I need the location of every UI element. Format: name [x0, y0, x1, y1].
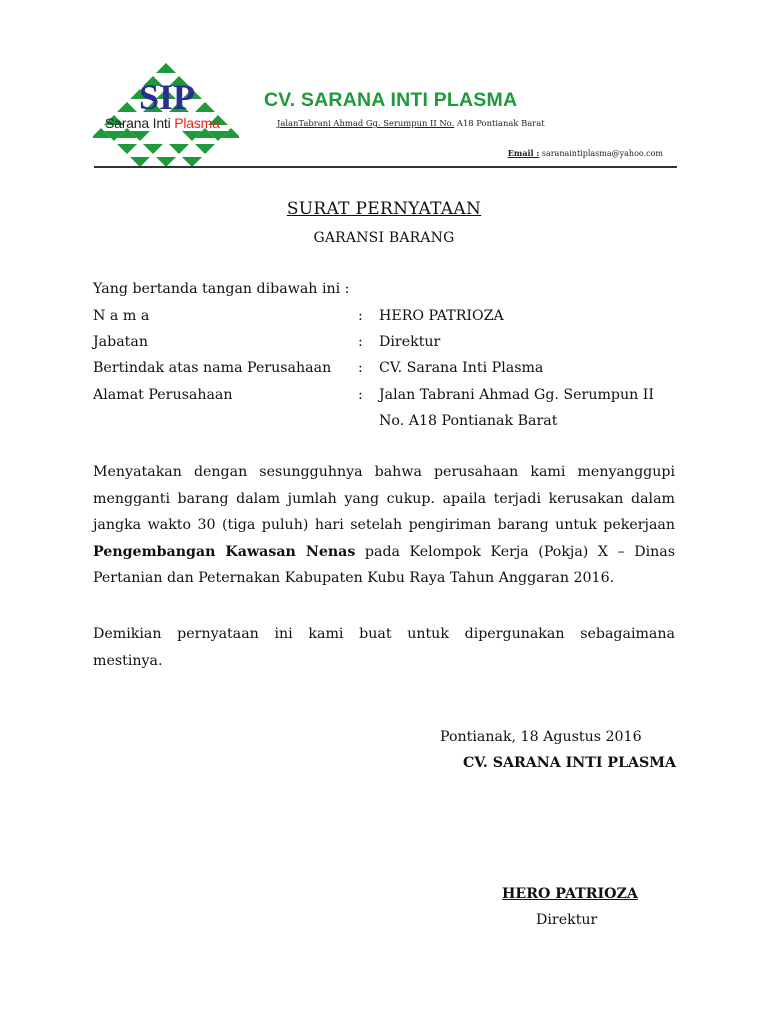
company-address-city: A18 Pontianak Barat	[454, 118, 545, 128]
field-colon: :	[358, 387, 363, 403]
logo-caption-main: Sarana Inti	[105, 115, 175, 131]
field-label-nama: N a m a	[93, 308, 150, 324]
project-context: pada Kelompok Kerja (Pokja) X – Dinas	[355, 543, 675, 560]
company-email	[508, 148, 663, 158]
signer-name: HERO PATRIOZA	[502, 886, 638, 902]
statement-line: jangka wakto 30 (tiga puluh) hari setelah pengiriman barang untuk pekerjaan	[93, 517, 675, 533]
signer-title: Direktur	[536, 912, 598, 928]
statement-paragraph	[93, 459, 675, 592]
signature-company: CV. SARANA INTI PLASMA	[463, 755, 677, 771]
logo-mark: SIP	[138, 77, 196, 117]
closing-line: mestinya.	[93, 652, 163, 669]
document-subtitle: GARANSI BARANG	[313, 230, 455, 246]
field-colon: :	[358, 334, 363, 350]
document-title: SURAT PERNYATAAN	[286, 199, 482, 219]
company-address	[277, 118, 545, 128]
company-address-street: JalanTabrani Ahmad Gg. Serumpun II No.	[277, 118, 455, 128]
company-name: CV. SARANA INTI PLASMA	[264, 89, 518, 111]
field-value-alamat: Jalan Tabrani Ahmad Gg. Serumpun II	[379, 387, 654, 403]
field-colon: :	[358, 308, 363, 324]
statement-line: Menyatakan dengan sesungguhnya bahwa perusahaan kami menyanggupi	[93, 464, 675, 480]
statement-line: Pertanian dan Peternakan Kabupaten Kubu Raya Tahun Anggaran 2016.	[93, 570, 615, 586]
closing-line: Demikian pernyataan ini kami buat untuk dipergunakan sebagaimana	[93, 626, 675, 642]
email-label: Email :	[507, 148, 540, 158]
field-label-perusahaan: Bertindak atas nama Perusahaan	[93, 360, 332, 376]
logo-caption	[105, 115, 220, 131]
logo-caption-accent: Plasma	[174, 115, 220, 131]
field-label-jabatan: Jabatan	[93, 334, 148, 350]
field-value-nama: HERO PATRIOZA	[379, 308, 504, 324]
statement-line: mengganti barang dalam jumlah yang cukup. apaila terjadi kerusakan dalam	[93, 490, 675, 507]
project-name: Pengembangan Kawasan Nenas	[93, 543, 356, 560]
field-value-jabatan: Direktur	[379, 334, 441, 350]
place-date: Pontianak, 18 Agustus 2016	[440, 729, 642, 745]
field-colon: :	[358, 360, 363, 376]
letterhead	[93, 45, 677, 167]
letterhead-divider	[94, 166, 677, 168]
statement-line-project	[93, 539, 675, 566]
closing-paragraph	[93, 621, 675, 674]
field-label-alamat: Alamat Perusahaan	[93, 387, 233, 403]
field-value-perusahaan: CV. Sarana Inti Plasma	[379, 360, 544, 376]
intro-text: Yang bertanda tangan dibawah ini :	[93, 281, 350, 297]
email-value: saranaintiplasma@yahoo.com	[539, 149, 663, 158]
field-value-alamat-line2: No. A18 Pontianak Barat	[379, 413, 558, 429]
